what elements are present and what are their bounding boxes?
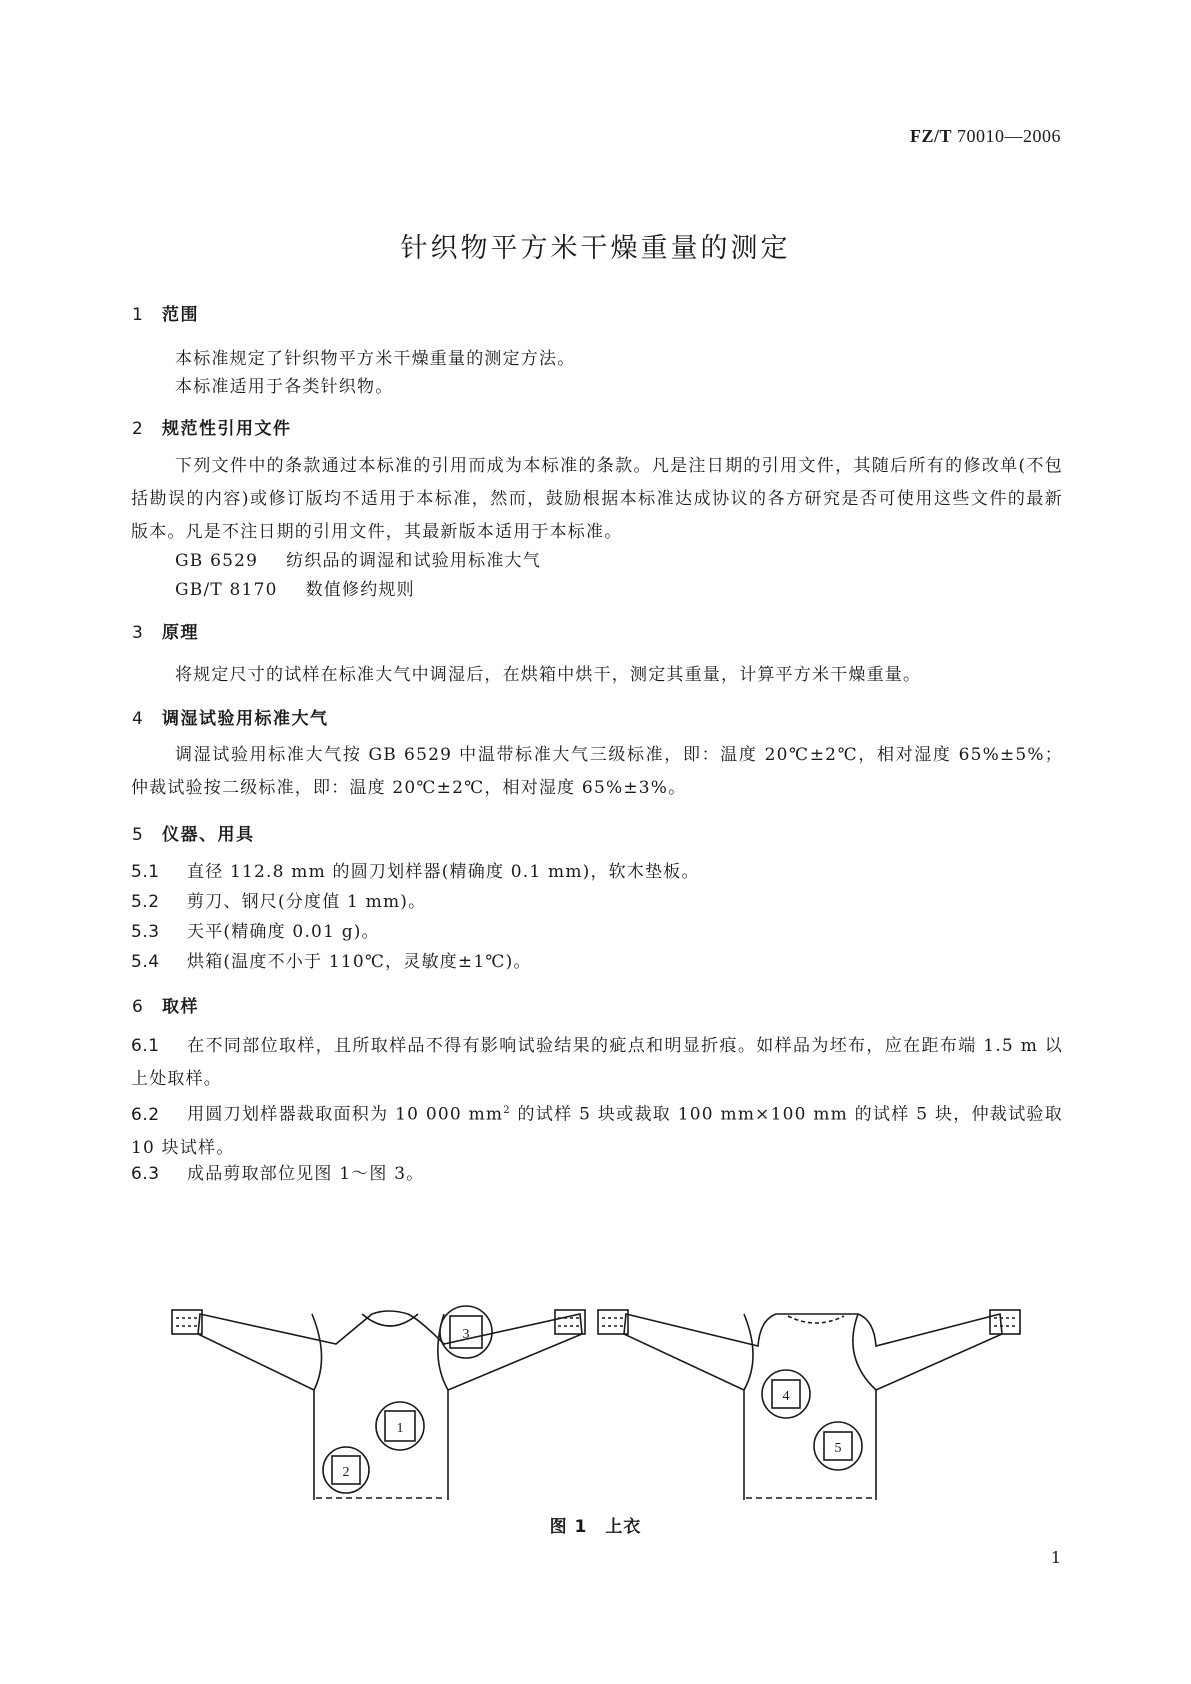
section-title: 原理 bbox=[162, 623, 199, 643]
section-2-heading bbox=[132, 414, 292, 439]
section-number: 4 bbox=[132, 709, 145, 729]
section-title: 取样 bbox=[162, 997, 199, 1017]
figure-1-garment-diagram bbox=[0, 1290, 1191, 1500]
clause-number: 5.3 bbox=[131, 922, 160, 942]
clause-5-1 bbox=[131, 856, 1063, 889]
reference-gbt8170 bbox=[175, 575, 415, 600]
clause-5-2 bbox=[131, 886, 1063, 919]
clause-text: 成品剪取部位见图 1～图 3。 bbox=[187, 1164, 425, 1184]
section-2-paragraph: 下列文件中的条款通过本标准的引用而成为本标准的条款。凡是注日期的引用文件，其随后所有的修改单(不包括勘误的内容)或修订版均不适用于本标准，然而，鼓励根据本标准达成协议的各方研究是否可使用这些文件的最新版本。凡是不注日期的引用文件，其最新版本适用于本标准。 bbox=[131, 456, 1063, 542]
standard-code-prefix: FZ/T bbox=[909, 126, 952, 146]
clause-text: 在不同部位取样，且所取样品不得有影响试验结果的疵点和明显折痕。如样品为坯布，应在距布端 1.5 m 以上处取样。 bbox=[131, 1036, 1063, 1089]
clause-6-2 bbox=[131, 1094, 1063, 1165]
clause-text: 烘箱(温度不小于 110℃，灵敏度±1℃)。 bbox=[187, 952, 532, 972]
figure-caption: 图 1 上衣 bbox=[549, 1517, 642, 1537]
section-5-heading bbox=[132, 820, 255, 845]
reference-code: GB/T 8170 bbox=[175, 580, 278, 600]
section-4-paragraph: 调湿试验用标准大气按 GB 6529 中温带标准大气三级标准，即：温度 20℃±2℃，相对湿度 65%±5%；仲裁试验按二级标准，即：温度 20℃±2℃，相对湿度 65%±3%。 bbox=[131, 745, 1063, 798]
sampling-marker-5: 5 bbox=[834, 1441, 842, 1456]
clause-number: 6.3 bbox=[131, 1164, 160, 1184]
reference-gb6529 bbox=[175, 546, 541, 571]
front-garment-outline bbox=[198, 1311, 582, 1500]
clause-text-continued: 的试样 5 块或裁取 100 mm×100 mm 的试样 5 块，仲裁试验取 10 块试样。 bbox=[131, 1104, 1064, 1158]
clause-number: 5.4 bbox=[131, 952, 160, 972]
section-number: 2 bbox=[132, 419, 145, 439]
back-garment bbox=[598, 1310, 1020, 1500]
clause-text: 直径 112.8 mm 的圆刀划样器(精确度 0.1 mm)，软木垫板。 bbox=[187, 862, 700, 882]
clause-6-3 bbox=[131, 1158, 1063, 1191]
back-right-cuff bbox=[990, 1310, 1020, 1334]
reference-code: GB 6529 bbox=[175, 551, 259, 571]
sampling-marker-1: 1 bbox=[396, 1421, 404, 1436]
clause-5-4 bbox=[131, 946, 1063, 979]
section-number: 6 bbox=[132, 997, 145, 1017]
clause-number: 5.1 bbox=[131, 862, 160, 882]
clause-number: 6.2 bbox=[131, 1104, 160, 1125]
section-1-heading bbox=[132, 300, 199, 325]
section-title: 调湿试验用标准大气 bbox=[162, 709, 329, 729]
standard-code bbox=[910, 126, 1061, 147]
clause-5-3 bbox=[131, 916, 1063, 949]
reference-title: 数值修约规则 bbox=[305, 580, 415, 600]
front-garment bbox=[172, 1306, 585, 1500]
section-6-heading bbox=[132, 992, 199, 1017]
left-cuff bbox=[172, 1310, 202, 1334]
section-1-paragraph-2: 本标准适用于各类针织物。 bbox=[175, 377, 394, 397]
clause-text: 剪刀、钢尺(分度值 1 mm)。 bbox=[187, 892, 427, 912]
section-number: 5 bbox=[132, 825, 145, 845]
back-left-cuff bbox=[598, 1310, 628, 1334]
section-4-heading bbox=[132, 704, 329, 729]
back-garment-outline bbox=[624, 1314, 1002, 1500]
section-title: 规范性引用文件 bbox=[162, 419, 292, 439]
page-number: 1 bbox=[1050, 1548, 1061, 1567]
standard-code-number: 70010—2006 bbox=[957, 126, 1061, 146]
superscript: 2 bbox=[503, 1105, 511, 1116]
section-3-heading bbox=[132, 618, 199, 643]
clause-text: 天平(精确度 0.01 g)。 bbox=[187, 922, 380, 942]
reference-title: 纺织品的调湿和试验用标准大气 bbox=[286, 551, 541, 571]
section-number: 1 bbox=[132, 305, 145, 325]
back-neckline bbox=[788, 1316, 844, 1323]
section-3-paragraph: 将规定尺寸的试样在标准大气中调湿后，在烘箱中烘干，测定其重量，计算平方米干燥重量。 bbox=[175, 665, 922, 685]
section-title: 范围 bbox=[162, 305, 199, 325]
section-1-paragraph-1: 本标准规定了针织物平方米干燥重量的测定方法。 bbox=[175, 349, 576, 369]
section-number: 3 bbox=[132, 623, 145, 643]
sampling-marker-4: 4 bbox=[782, 1389, 790, 1404]
clause-number: 5.2 bbox=[131, 892, 160, 912]
sampling-marker-2: 2 bbox=[342, 1465, 350, 1480]
section-title: 仪器、用具 bbox=[162, 825, 255, 845]
clause-text: 用圆刀划样器裁取面积为 10 000 mm bbox=[187, 1104, 504, 1125]
clause-number: 6.1 bbox=[131, 1036, 160, 1056]
sampling-marker-3: 3 bbox=[462, 1327, 470, 1342]
clause-6-1 bbox=[131, 1030, 1063, 1096]
document-title: 针织物平方米干燥重量的测定 bbox=[400, 233, 791, 264]
